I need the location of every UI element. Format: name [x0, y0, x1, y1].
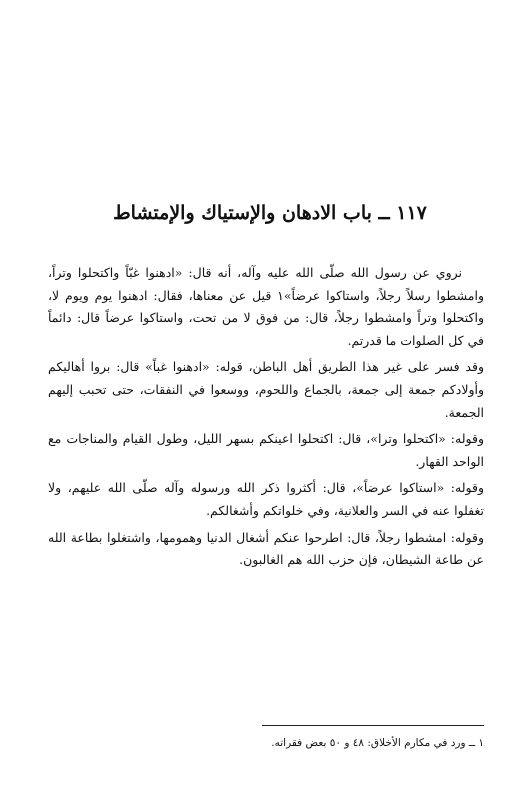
- chapter-heading: ١١٧ ــ باب الادهان والإستياك والإمتشاط: [113, 202, 427, 224]
- paragraph-1: نروي عن رسول الله صلّى الله عليه وآله، أنه قال: «ادهنوا غبّاً واكتحلوا وتراً، وامشطوا رسلاً رجلاً، واستاكوا عرضاً»١ قيل عن معناها، فقال: ادهنوا يوم ويوم لا، واكتحلوا وتراً وامشطوا رجلاً، قال: من فوق لا من تحت، واستاكوا عرضاً قال: دائماً في كل الصلوات ما قدرتم.: [48, 265, 484, 348]
- body-text: [48, 262, 484, 576]
- paragraph-5: وقوله: امشطوا رجلاً، قال: اطرحوا عنكم أشغال الدنيا وهمومها، واشتغلوا بطاعة الله عن طاعة الشيطان، فإن حزب الله هم الغالبون.: [48, 529, 484, 568]
- paragraph-2: وقد فسر على غير هذا الطريق أهل الباطن، قوله: «ادهنوا غباً» قال: بروا أهاليكم وأولادكم جمعة إلى جمعة، بالجماع واللحوم، ووسعوا في النفقات، حتى تحبب إليهم الجمعة.: [48, 359, 484, 420]
- footnote: ١ ــ ورد في مكارم الأخلاق: ٤٨ و ٥٠ بعض فقراته.: [271, 737, 484, 749]
- paragraph-4: وقوله: «استاكوا عرضاً»، قال: أكثروا ذكر الله ورسوله وآله صلّى الله عليهم، ولا تغفلوا عنه في السر والعلانية، وفي خلواتكم وأشغالكم.: [48, 480, 484, 518]
- paragraph-3: وقوله: «اكتحلوا وترا»، قال: اكتحلوا اعينكم بسهر الليل، وطول القيام والمناجات مع الواحد القهار.: [48, 431, 484, 469]
- footnote-divider: [262, 725, 484, 726]
